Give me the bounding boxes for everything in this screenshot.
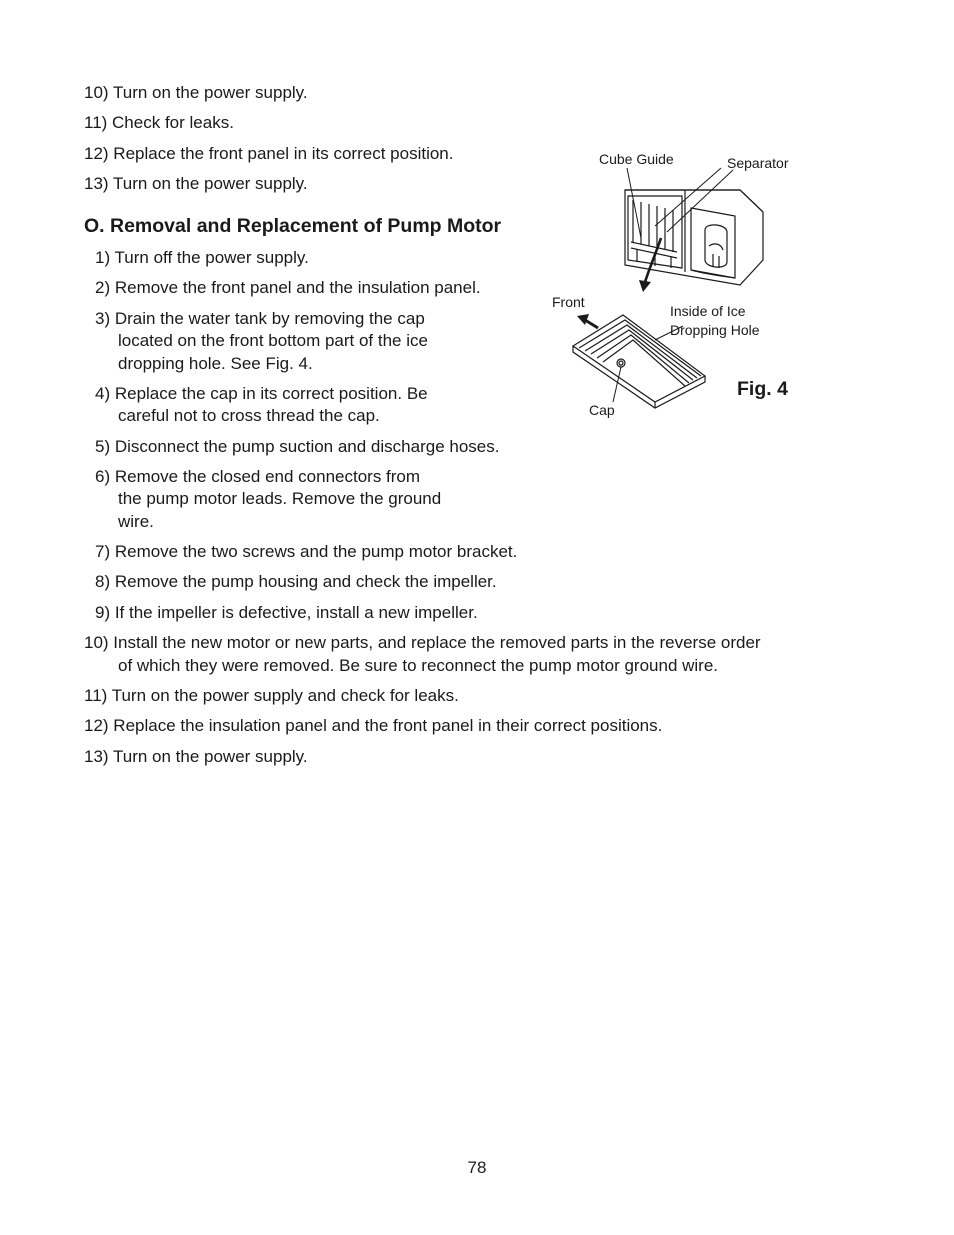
step-8: 8) Remove the pump housing and check the impeller.	[95, 572, 497, 591]
step-4-line-2: careful not to cross thread the cap.	[118, 406, 380, 425]
intro-step-10: 10) Turn on the power supply.	[84, 83, 308, 102]
step-10-line-2: of which they were removed. Be sure to reconnect the pump motor ground wire.	[118, 656, 719, 675]
step-11: 11) Turn on the power supply and check for leaks.	[84, 686, 459, 705]
step-2: 2) Remove the front panel and the insulation panel.	[95, 278, 481, 297]
step-13: 13) Turn on the power supply.	[84, 747, 308, 766]
step-4-line-1: 4) Replace the cap in its correct position. Be	[95, 384, 428, 403]
section-heading: O. Removal and Replacement of Pump Motor	[84, 215, 502, 237]
page-number: 78	[467, 1158, 487, 1177]
intro-step-12: 12) Replace the front panel in its correct position.	[84, 144, 454, 163]
step-1: 1) Turn off the power supply.	[95, 248, 309, 267]
label-front: Front	[552, 294, 585, 310]
intro-step-13: 13) Turn on the power supply.	[84, 174, 308, 193]
label-separator: Separator	[727, 155, 789, 171]
intro-step-11: 11) Check for leaks.	[84, 113, 234, 132]
step-6-line-3: wire.	[118, 512, 154, 531]
step-5: 5) Disconnect the pump suction and discharge hoses.	[95, 437, 500, 456]
step-10-line-1: 10) Install the new motor or new parts, and replace the removed parts in the reverse order	[84, 633, 761, 652]
fig-4-illustration	[555, 150, 815, 410]
label-inside-line-1: Inside of Ice	[670, 303, 746, 319]
step-12: 12) Replace the insulation panel and the front panel in their correct positions.	[84, 716, 663, 735]
step-3-line-1: 3) Drain the water tank by removing the cap	[95, 309, 425, 328]
step-3-line-3: dropping hole. See Fig. 4.	[118, 354, 313, 373]
step-6-line-2: the pump motor leads. Remove the ground	[118, 489, 442, 508]
label-inside-line-2: Dropping Hole	[670, 322, 760, 338]
step-9: 9) If the impeller is defective, install a new impeller.	[95, 603, 478, 622]
step-3-line-2: located on the front bottom part of the ice	[118, 331, 428, 350]
step-6-line-1: 6) Remove the closed end connectors from	[95, 467, 421, 486]
figure-title: Fig. 4	[737, 378, 788, 400]
label-cube-guide: Cube Guide	[599, 151, 674, 167]
step-7: 7) Remove the two screws and the pump motor bracket.	[95, 542, 518, 561]
label-cap: Cap	[589, 402, 615, 418]
